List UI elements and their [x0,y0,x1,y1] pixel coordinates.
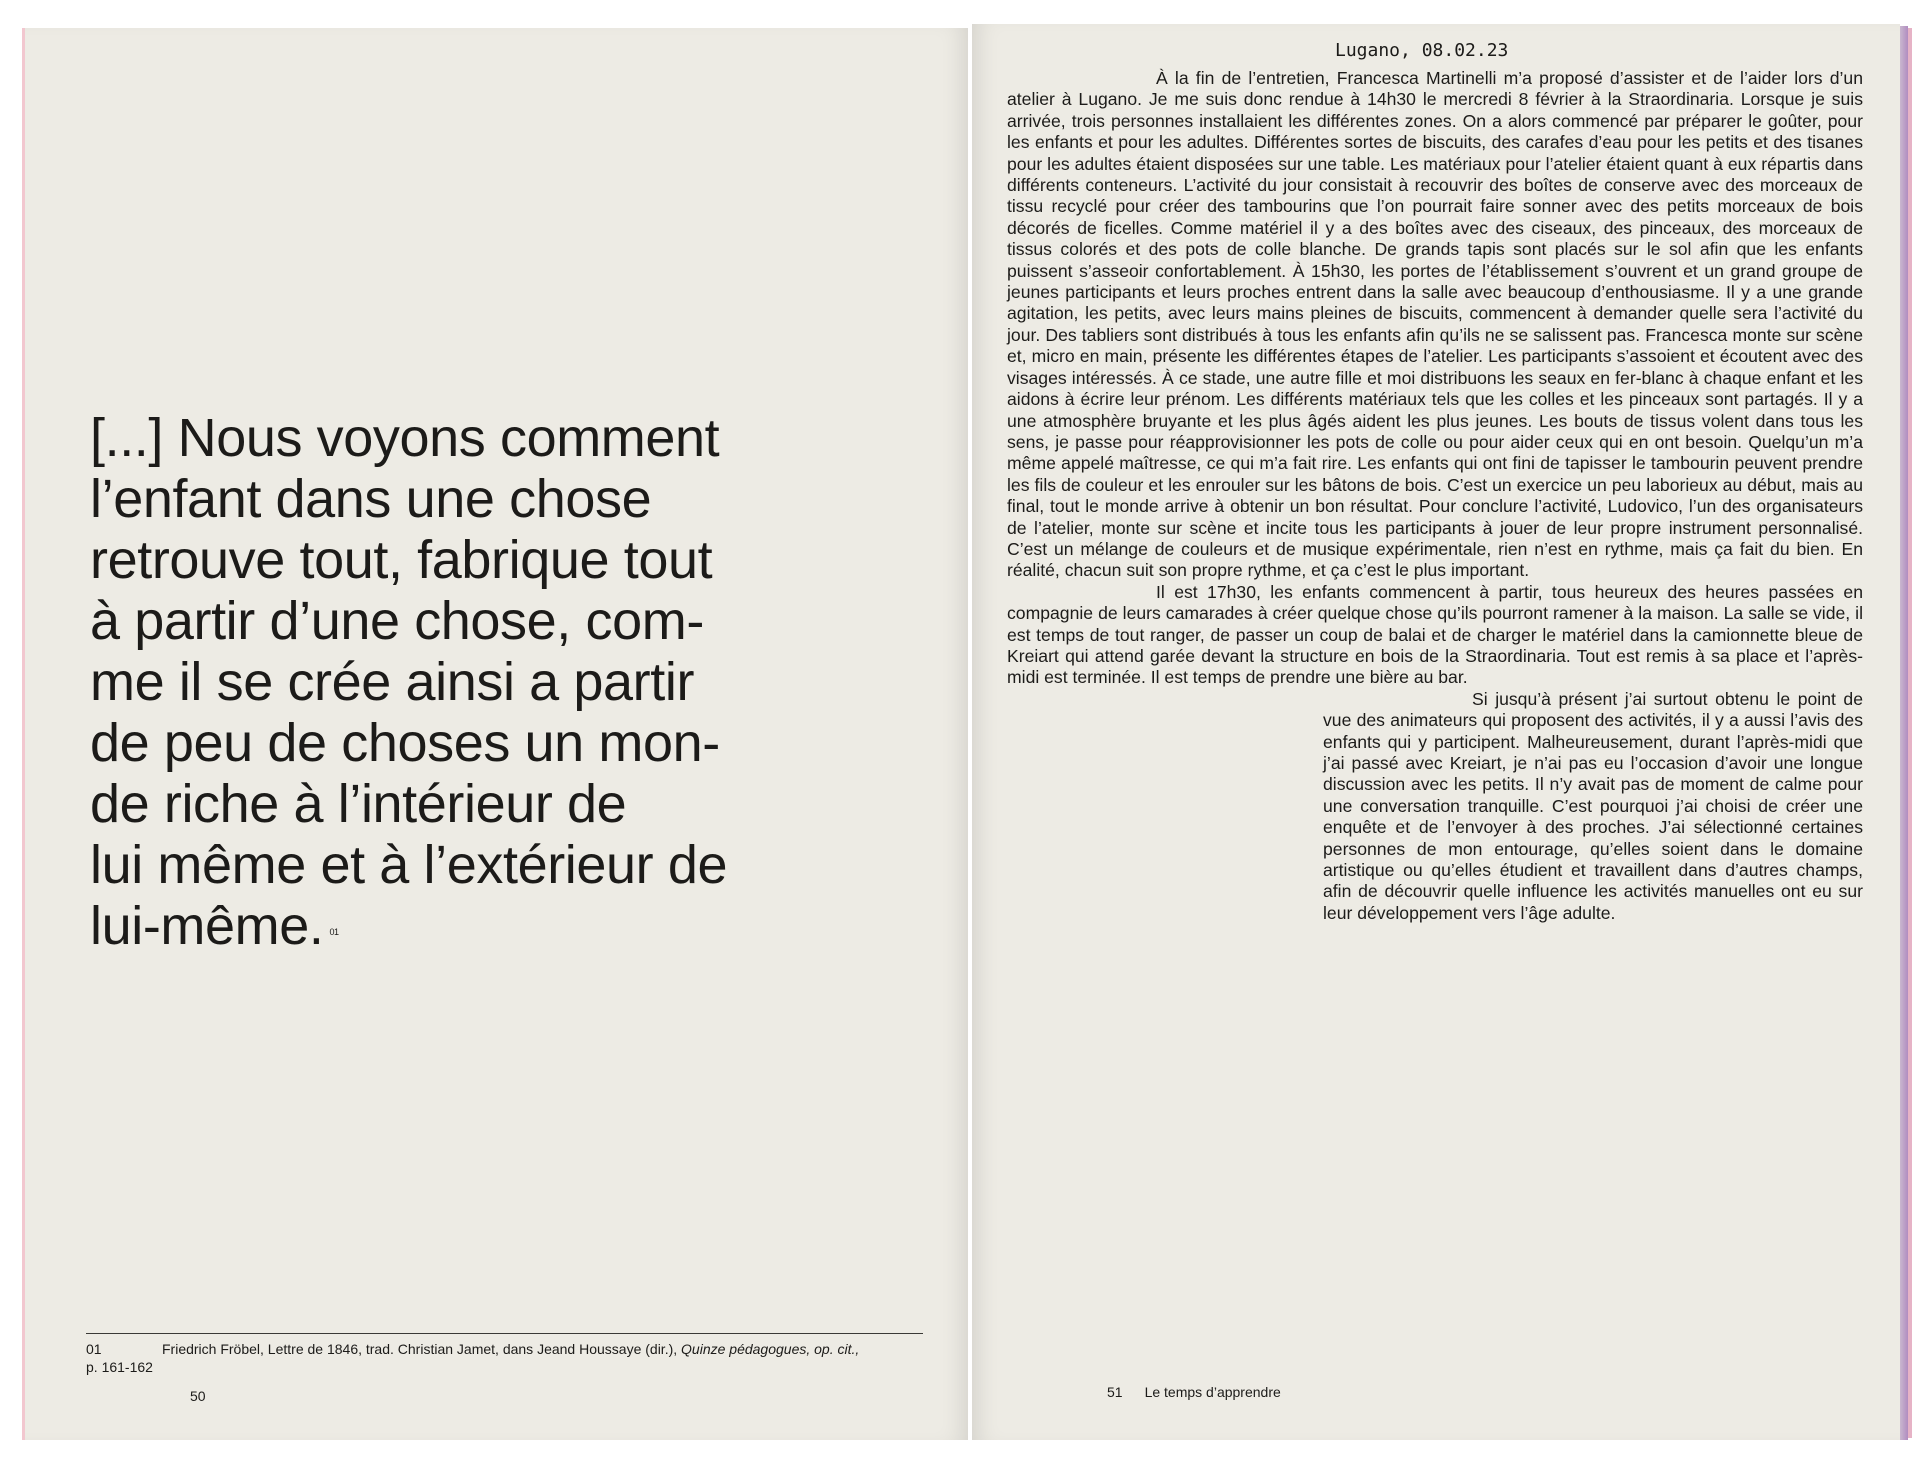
footnote-citation: Friedrich Fröbel, Lettre de 1846, trad. Christian Jamet, dans Jeand Houssaye (dir.), [162,1341,682,1357]
footnote-number: 01 [86,1341,102,1357]
paragraph: À la fin de l’entretien, Francesca Martinelli m’a proposé d’assister et de l’aider lors d’un atelier à Lugano. Je me suis donc rendue à 14h30 le mercredi 8 février à la Straordinaria. Lorsque je suis arrivée, trois personnes installaient les différentes zones. On a alors commencé par préparer le goûter, pour les enfants et pour les adultes. Différentes sortes de biscuits, des carafes d’eau pour les petits et des tisanes pour les adultes étaient disposées sur une table. Les matériaux pour l’atelier étaient quant à eux répartis dans différents conteneurs. L’activité du jour consistait à recouvrir des boîtes de conserve avec des morceaux de tissu recyclé pour créer des tambourins que l’on pourrait faire sonner avec des petits morceaux de bois décorés de ficelles. Comme matériel il y a des boîtes avec des ciseaux, des pinceaux, des morceaux de tissus colorés et des pots de colle blanche. De grands tapis sont placés sur le sol afin que les enfants puissent s’asseoir confortablement. À 15h30, les portes de l’établissement s’ouvrent et un grand groupe de jeunes participants et leurs proches entrent dans la salle avec beaucoup d’enthousiasme. Il y a une grande agitation, les petits, avec leurs mains pleines de biscuits, commencent à demander quelle sera l’activité du jour. Des tabliers sont distribués à tous les enfants afin qu’ils ne se salissent pas. Francesca monte sur scène et, micro en main, présente les différentes étapes de l’atelier. Les participants s’assoient et écoutent avec des visages intéressés. À ce stade, une autre fille et moi distribuons les seaux en fer-blanc à chaque enfant et les aidons à écrire leur prénom. Les différents matériaux tels que les colles et les pinceaux sont partagés. Il y a une atmosphère bruyante et les plus âgés aident les plus jeunes. Les bouts de tissus volent dans tous les sens, je passe pour réapprovisionner les pots de colle ou pour aider ceux qui en ont besoin. Quelqu’un m’a même appelé maîtresse, ce qui m’a fait rire. Les enfants qui ont fini de tapisser le tambourin peuvent prendre les fils de couleur et les enrouler sur les bâtons de bois. C’est un exercice un peu laborieux au début, mais au final, tout le monde arrive à obtenir un bon résultat. Pour conclure l’activité, Ludovico, l’un des organisateurs de l’atelier, monte sur scène et incite tous les participants à jouer de leur propre instrument personnalisé. C’est un mélange de couleurs et de musique expérimentale, rien n’est en rythme, mais ça fait du bien. En réalité, chacun suit son propre rythme, et ça c’est le plus important. [1007,68,1863,581]
running-title: Le temps d’apprendre [1144,1384,1281,1400]
quote-line: lui-même. [90,896,324,956]
quote-line: lui même et à l’extérieur de [90,835,728,895]
right-page [972,24,1900,1440]
quote-line: [...] Nous voyons comment [90,408,720,468]
quote-line-last [90,896,930,957]
page-number-right: 51 [1107,1384,1123,1400]
pull-quote [90,408,930,957]
page-edge [1900,26,1908,1440]
paragraph: Si jusqu’à présent j’ai surtout obtenu le point de vue des animateurs qui proposent des activités, il y a aussi l’avis des enfants qui y participent. Malheureusement, durant l’après-midi que j’ai passé avec Kreiart, je n’ai pas eu l’occasion d’avoir une longue discussion avec les petits. Il n’y avait pas de moment de calme pour une conversation tranquille. C’est pourquoi j’ai choisi de créer une enquête et de l’envoyer à des proches. J’ai sélectionné certaines personnes de mon entourage, qu’elles soient dans le domaine artistique ou qu’elles étudient et travaillent dans d’autres champs, afin de découvrir quelle influence les activités manuelles ont eu sur leur développement vers l’âge adulte. [1323,688,1863,923]
footnote-text [162,1341,859,1357]
footnote-divider [86,1333,923,1334]
quote-line: retrouve tout, fabrique tout [90,530,713,590]
paragraph: Il est 17h30, les enfants commencent à partir, tous heureux des heures passées en compagnie de leurs camarades à créer quelque chose qu’ils pourront ramener à la maison. La salle se vide, il est temps de tout ranger, de passer un coup de balai et de charger le matériel dans la camionnette bleue de Kreiart qui attend garée devant la structure en bois de la Straordinaria. Tout est remis à sa place et l’après-midi est terminée. Il est temps de prendre une bière au bar. [1007,581,1863,688]
quote-line: l’enfant dans une chose [90,469,652,529]
page-footer-right [1107,1384,1303,1400]
quote-line: de peu de choses un mon- [90,713,720,773]
dateline: Lugano, 08.02.23 [1335,40,1509,61]
footnote-marker: 01 [329,927,339,937]
quote-line: me il se crée ainsi a partir [90,652,695,712]
page-number-left: 50 [190,1388,206,1404]
body-text [1007,68,1863,924]
quote-line: à partir d’une chose, com- [90,591,704,651]
footnote-title: Quinze pédagogues, op. cit., [681,1341,860,1357]
quote-line: de riche à l’intérieur de [90,774,627,834]
page-edge-highlight [1908,28,1912,1438]
left-page [22,28,968,1440]
footnote-pages: p. 161-162 [86,1359,153,1375]
